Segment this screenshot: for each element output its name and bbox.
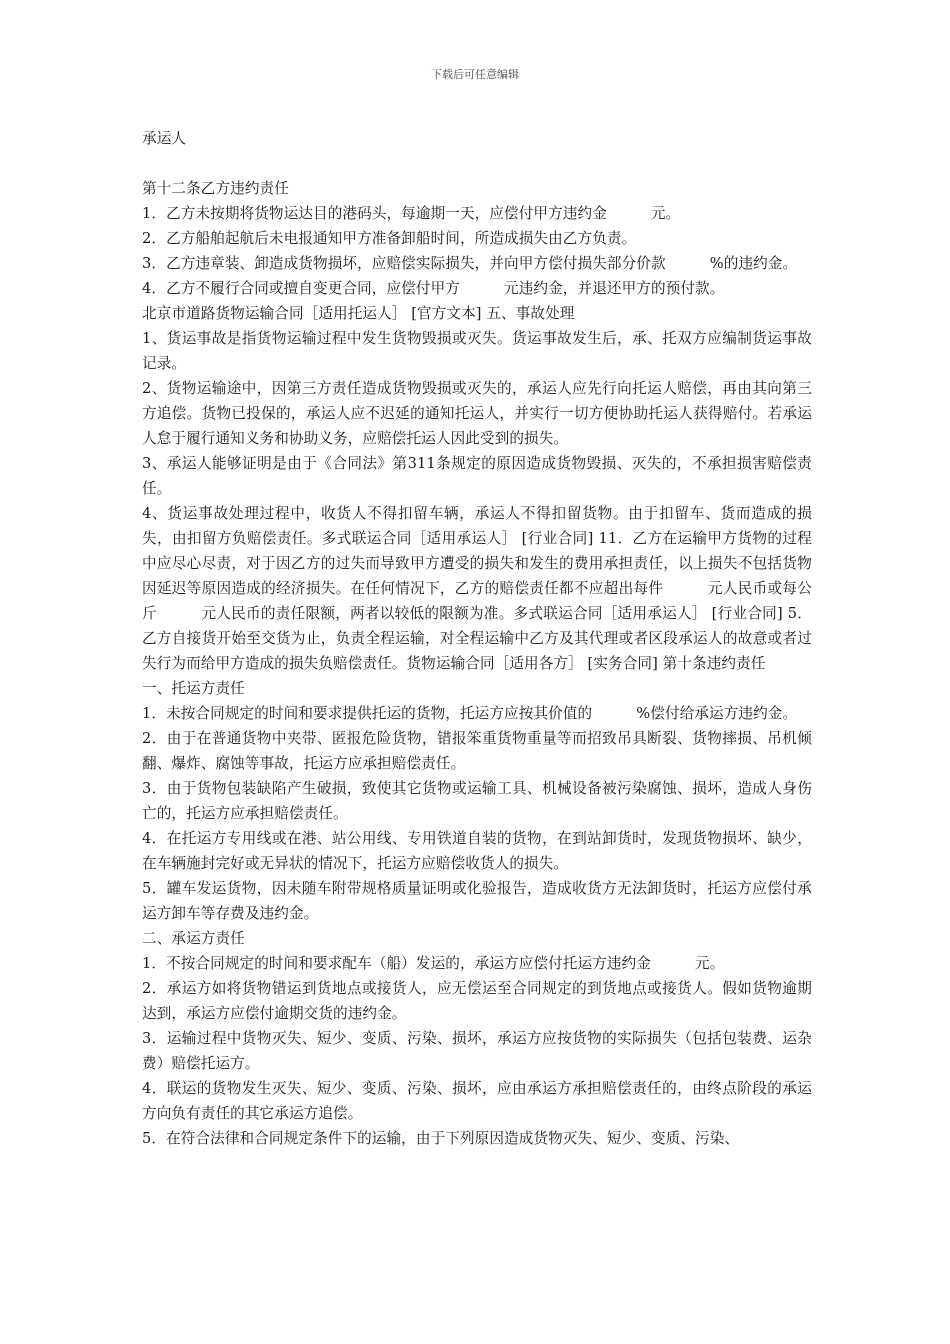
paragraph: 4、货运事故处理过程中，收货人不得扣留车辆，承运人不得扣留货物。由于扣留车、货而造成的损失，由扣留方负赔偿责任。多式联运合同［适用承运人］ [行业合同] 11．乙方在运输甲方货物的过程中应尽心尽责，对于因乙方的过失而导致甲方遭受的损失和发生的费用承担责任，以上损失不包括货物因延迟等原因造成的经济损失。在任何情况下，乙方的赔偿责任都不应超出每件 元人民币或每公斤 元人民币的责任限额，两者以较低的限额为准。多式联运合同［适用承运人］ [行业合同] 5．乙方自接货开始至交货为止，负责全程运输，对全程运输中乙方及其代理或者区段承运人的故意或者过失行为而给甲方造成的损失负赔偿责任。货物运输合同［适用各方］ [实务合同] 第十条违约责任 [142,505,812,672]
paragraph: 4．在托运方专用线或在港、站公用线、专用铁道自装的货物，在到站卸货时，发现货物损坏、缺少，在车辆施封完好或无异状的情况下，托运方应赔偿收货人的损失。 [142,830,812,872]
paragraph: 2．乙方船舶起航后未电报通知甲方准备卸船时间，所造成损失由乙方负责。 [142,230,637,247]
paragraph: 1．不按合同规定的时间和要求配车（船）发运的，承运方应偿付托运方违约金 元。 [142,955,725,972]
paragraph: 3．乙方违章装、卸造成货物损坏，应赔偿实际损失，并向甲方偿付损失部分价款 %的违约金。 [142,255,798,272]
paragraph: 5．在符合法律和合同规定条件下的运输，由于下列原因造成货物灭失、短少、变质、污染、 [142,1130,740,1147]
paragraph: 2．由于在普通货物中夹带、匿报危险货物，错报笨重货物重量等而招致吊具断裂、货物摔损、吊机倾翻、爆炸、腐蚀等事故，托运方应承担赔偿责任。 [142,730,812,772]
paragraph: 3．运输过程中货物灭失、短少、变质、污染、损坏，承运方应按货物的实际损失（包括包装费、运杂费）赔偿托运方。 [142,1030,812,1072]
paragraph: 3、承运人能够证明是由于《合同法》第311条规定的原因造成货物毁损、灭失的，不承担损害赔偿责任。 [142,455,812,497]
section-title: 承运人 [142,130,187,147]
paragraph: 3．由于货物包装缺陷产生破损，致使其它货物或运输工具、机械设备被污染腐蚀、损坏，造成人身伤亡的，托运方应承担赔偿责任。 [142,780,812,822]
paragraph: 二、承运方责任 [142,930,245,947]
paragraph: 1．乙方未按期将货物运达目的港码头，每逾期一天，应偿付甲方违约金 元。 [142,205,681,222]
paragraph: 1、货运事故是指货物运输过程中发生货物毁损或灭失。货运事故发生后，承、托双方应编制货运事故记录。 [142,330,812,372]
paragraph: 第十二条乙方违约责任 [142,180,289,197]
paragraph: 4．乙方不履行合同或擅自变更合同，应偿付甲方 元违约金，并退还甲方的预付款。 [142,280,725,297]
paragraph: 2、货物运输途中，因第三方责任造成货物毁损或灭失的，承运人应先行向托运人赔偿，再由其向第三方追偿。货物已投保的，承运人应不迟延的通知托运人，并实行一切方便协助托运人获得赔付。若承运人怠于履行通知义务和协助义务，应赔偿托运人因此受到的损失。 [142,380,812,447]
paragraph: 2．承运方如将货物错运到货地点或接货人，应无偿运至合同规定的到货地点或接货人。假如货物逾期达到，承运方应偿付逾期交货的违约金。 [142,980,812,1022]
document-body [142,126,812,1151]
paragraph: 北京市道路货物运输合同［适用托运人］ [官方文本] 五、事故处理 [142,305,575,322]
paragraph: 一、托运方责任 [142,680,245,697]
paragraph: 1．未按合同规定的时间和要求提供托运的货物，托运方应按其价值的 %偿付给承运方违约金。 [142,705,798,722]
paragraph: 5．罐车发运货物，因未随车附带规格质量证明或化验报告，造成收货方无法卸货时，托运方应偿付承运方卸车等存费及违约金。 [142,880,812,922]
page-header: 下载后可任意编辑 [431,68,519,81]
paragraph: 4．联运的货物发生灭失、短少、变质、污染、损坏，应由承运方承担赔偿责任的，由终点阶段的承运方向负有责任的其它承运方追偿。 [142,1080,812,1122]
